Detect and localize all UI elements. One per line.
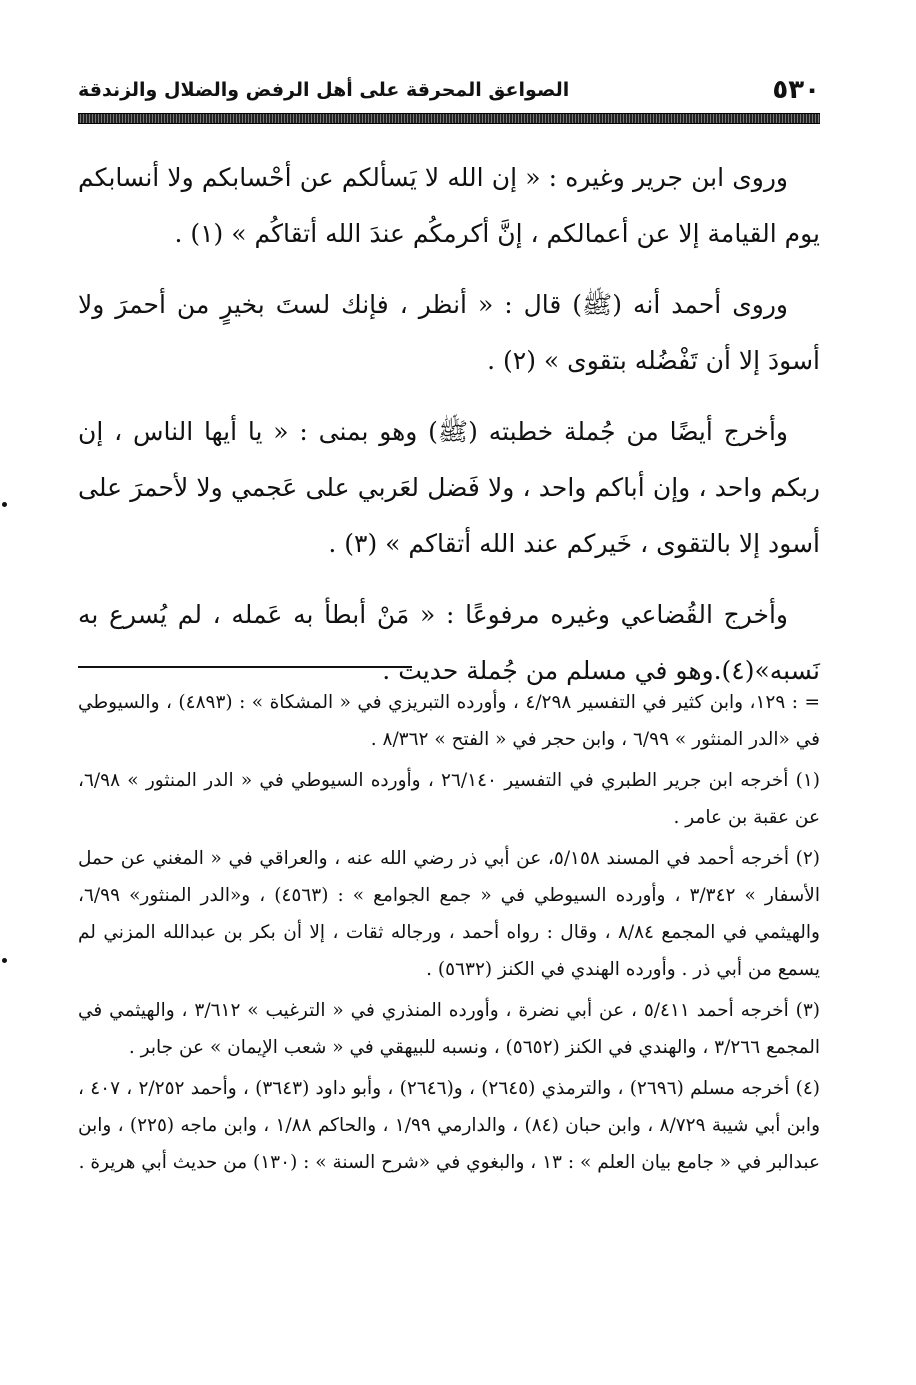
footnote-1: (١) أخرجه ابن جرير الطبري في التفسير ٢٦/١٤٠ ، وأورده السيوطي في « الدر المنثور » ٦/٩٨، عن عقبة بن عامر . [78,770,820,828]
running-head [78,70,820,110]
main-text [78,150,820,714]
margin-mark [2,958,7,963]
paragraph-4: وأخرج القُضاعي وغيره مرفوعًا : « مَنْ أبطأ به عَمله ، لم يُسرع به نَسبه»(٤).وهو في مسلم من جُملة حديث . [78,600,820,685]
footnote-4: (٤) أخرجه مسلم (٢٦٩٦) ، والترمذي (٢٦٤٥) ، و(٢٦٤٦) ، وأبو داود (٣٦٤٣) ، وأحمد ٢/٢٥٢ ، ٤٠٧ ، وابن أبي شيبة ٨/٧٢٩ ، وابن حبان (٨٤) ، والدارمي ١/٩٩ ، والحاكم ١/٨٨ ، وابن ماجه (٢٢٥) ، وابن عبدالبر في « جامع بيان العلم » : ١٣ ، والبغوي في «شرح السنة » : (١٣٠) من حديث أبي هريرة . [78,1078,821,1173]
footnote-2: (٢) أخرجه أحمد في المسند ٥/١٥٨، عن أبي ذر رضي الله عنه ، والعراقي في « المغني عن حمل الأسفار » ٣/٣٤٢ ، وأورده السيوطي في « جمع الجوامع » : (٤٥٦٣) ، و«الدر المنثور» ٦/٩٩، والهيثمي في المجمع ٨/٨٤ ، وقال : رواه أحمد ، ورجاله ثقات ، إلا أن بكر بن عبدالله المزني لم يسمع من أبي ذر . وأورده الهندي في الكنز (٥٦٣٢) . [78,848,820,980]
header-rule [78,113,820,124]
paragraph-1: وروى ابن جرير وغيره : « إن الله لا يَسألكم عن أحْسابكم ولا أنسابكم يوم القيامة إلا عن أعمالكم ، إنَّ أكرمكُم عندَ الله أتقاكُم » (١) . [78,163,820,248]
footnotes [78,684,820,1185]
page-number: ٥٣٠ [772,75,820,105]
margin-mark [2,502,7,507]
footnote-continued: = : ١٢٩، وابن كثير في التفسير ٤/٢٩٨ ، وأورده التبريزي في « المشكاة » : (٤٨٩٣) ، والسيوطي في «الدر المنثور » ٦/٩٩ ، وابن حجر في « الفتح » ٨/٣٦٢ . [78,692,820,750]
footnote-divider [78,666,412,668]
paragraph-2: وروى أحمد أنه (ﷺ) قال : « أنظر ، فإنك لستَ بخيرٍ من أحمرَ ولا أسودَ إلا أن تَفْضُله بتقوى » (٢) . [78,290,820,375]
footnote-3: (٣) أخرجه أحمد ٥/٤١١ ، عن أبي نضرة ، وأورده المنذري في « الترغيب » ٣/٦١٢ ، والهيثمي في المجمع ٣/٢٦٦ ، والهندي في الكنز (٥٦٥٢) ، ونسبه للبيهقي في « شعب الإيمان » عن جابر . [78,1000,820,1058]
paragraph-3: وأخرج أيضًا من جُملة خطبته (ﷺ) وهو بمنى : « يا أيها الناس ، إن ربكم واحد ، وإن أباكم واحد ، ولا فَضل لعَربي على عَجمي ولا لأحمرَ على أسود إلا بالتقوى ، خَيركم عند الله أتقاكم » (٣) . [78,417,820,558]
running-title: الصواعق المحرقة على أهل الرفض والضلال والزندقة [78,78,570,101]
